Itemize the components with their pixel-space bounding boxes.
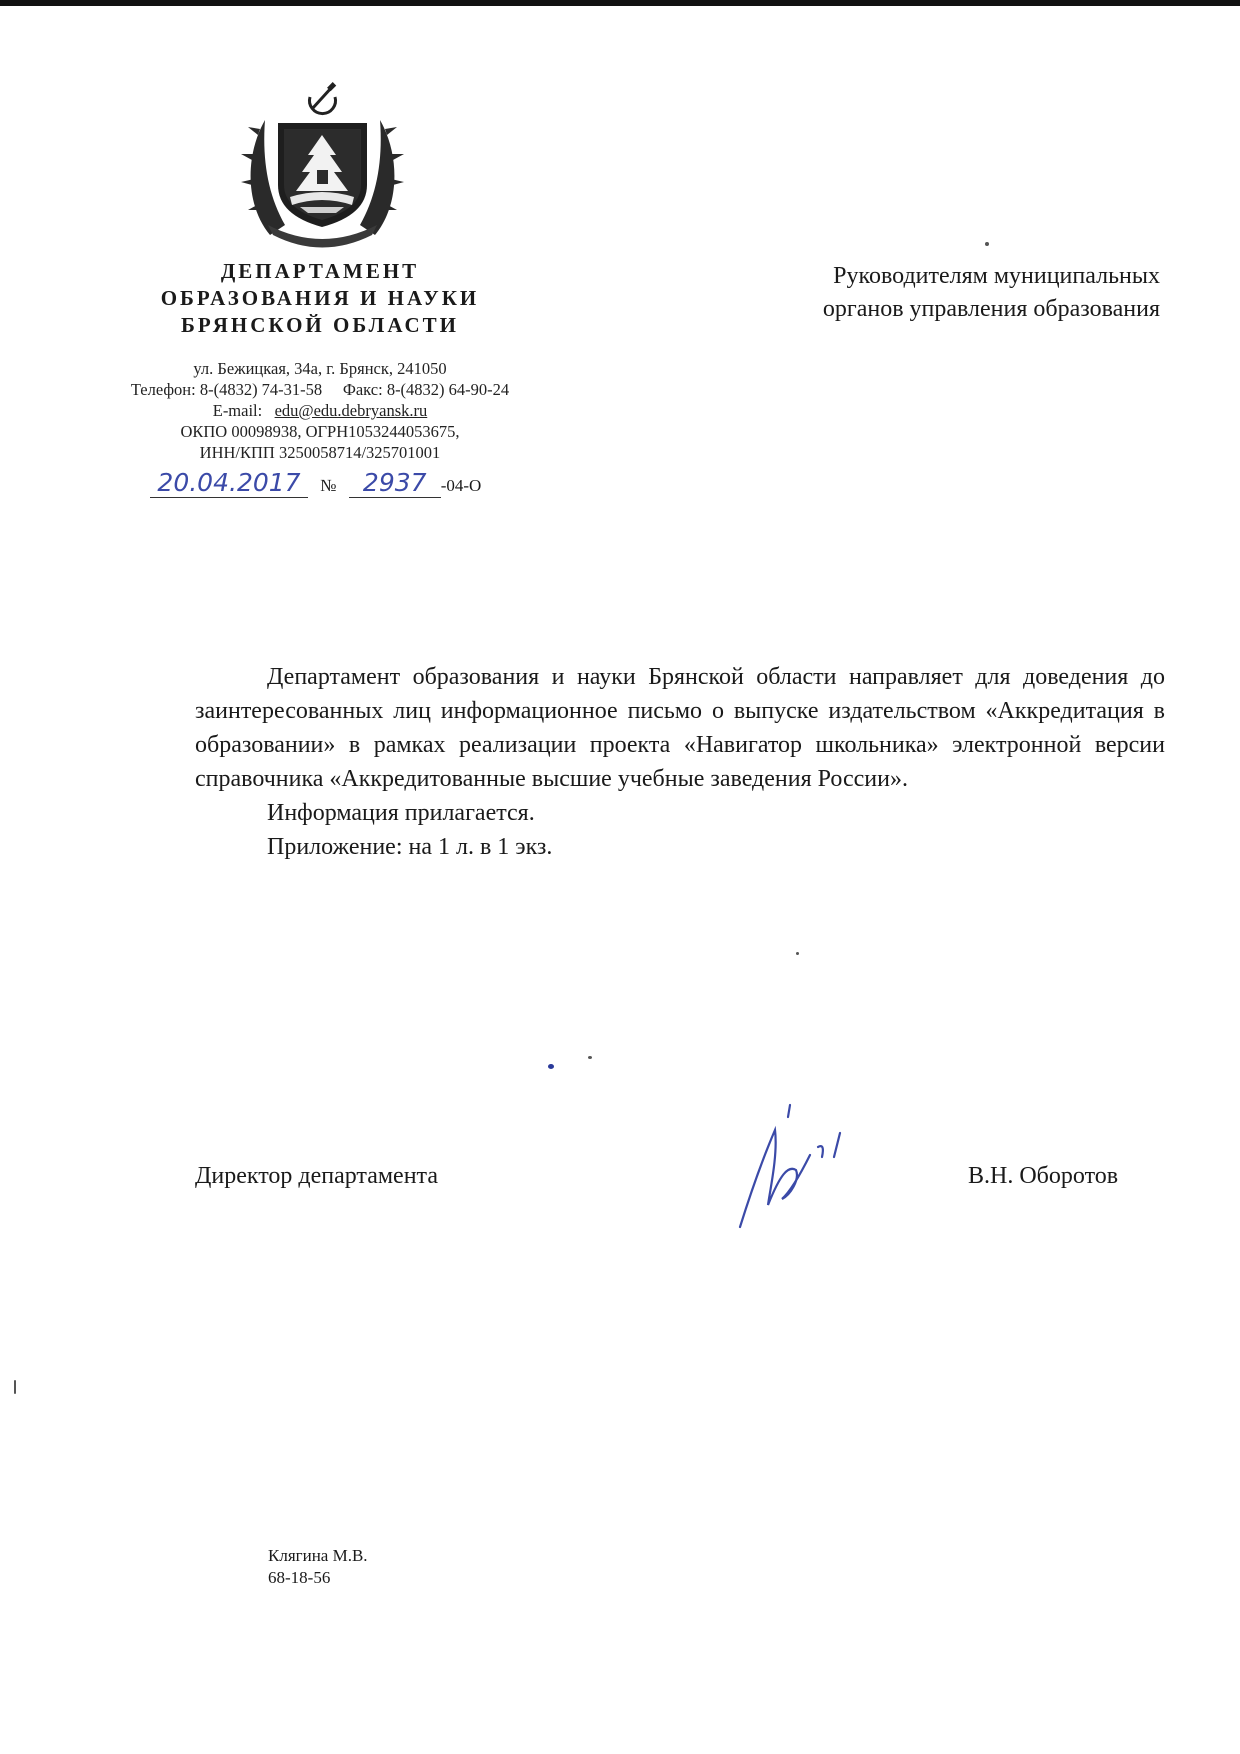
org-line-2: ОБРАЗОВАНИЯ И НАУКИ — [160, 286, 480, 310]
coat-of-arms-icon — [240, 75, 405, 250]
body-paragraph-info: Информация прилагается. — [267, 800, 535, 826]
fax-value: 8-(4832) 64-90-24 — [386, 380, 510, 399]
executor-info — [268, 1545, 368, 1589]
phone-value: 8-(4832) 74-31-58 — [199, 380, 323, 399]
signatory-name: В.Н. Оборотов — [968, 1163, 1119, 1189]
scan-speck — [588, 1056, 592, 1059]
number-sign: № — [320, 476, 337, 495]
scan-top-edge — [0, 0, 1240, 6]
email-label: E-mail: — [212, 401, 263, 420]
registration-line — [150, 468, 550, 504]
handwritten-number: 2937 — [349, 468, 441, 498]
scan-speck — [985, 242, 989, 246]
fax-label: Факс: — [342, 380, 383, 399]
handwritten-signature — [730, 1095, 880, 1235]
addressee — [720, 260, 1160, 326]
addressee-line-2: органов управления образования — [822, 296, 1160, 322]
contact-details — [95, 358, 545, 463]
scan-speck — [796, 952, 799, 955]
inn-kpp: ИНН/КПП 3250058714/325701001 — [199, 443, 441, 462]
okpo-ogrn: ОКПО 00098938, ОГРН1053244053675, — [180, 422, 460, 441]
email-link[interactable]: edu@edu.debryansk.ru — [274, 401, 428, 420]
email-line — [95, 400, 545, 421]
address: ул. Бежицкая, 34а, г. Брянск, 241050 — [193, 359, 447, 378]
executor-phone: 68-18-56 — [268, 1568, 331, 1587]
handwritten-date: 20.04.2017 — [150, 468, 308, 498]
signatory-position: Директор департамента — [195, 1163, 438, 1189]
number-suffix: -04-О — [440, 476, 482, 495]
org-line-1: ДЕПАРТАМЕНТ — [220, 259, 420, 283]
letter-body — [195, 660, 1165, 864]
scan-speck — [14, 1380, 16, 1394]
executor-name: Клягина М.В. — [268, 1546, 368, 1565]
organization-name — [100, 258, 540, 339]
body-paragraph-attachment: Приложение: на 1 л. в 1 экз. — [267, 834, 553, 860]
scan-speck — [548, 1064, 554, 1069]
org-line-3: БРЯНСКОЙ ОБЛАСТИ — [181, 313, 459, 337]
addressee-line-1: Руководителям муниципальных — [833, 263, 1160, 289]
body-paragraph-main: Департамент образования и науки Брянской области направляет для доведения до заинтересованных лиц информационное письмо о выпуске издательством «Аккредитация в образовании» в рамках реализации проекта «Навигатор школьника» электронной версии справочника «Аккредитованные высшие учебные заведения России». — [195, 664, 1165, 792]
phone-label: Телефон: — [130, 380, 196, 399]
phone-fax-line — [95, 379, 545, 400]
